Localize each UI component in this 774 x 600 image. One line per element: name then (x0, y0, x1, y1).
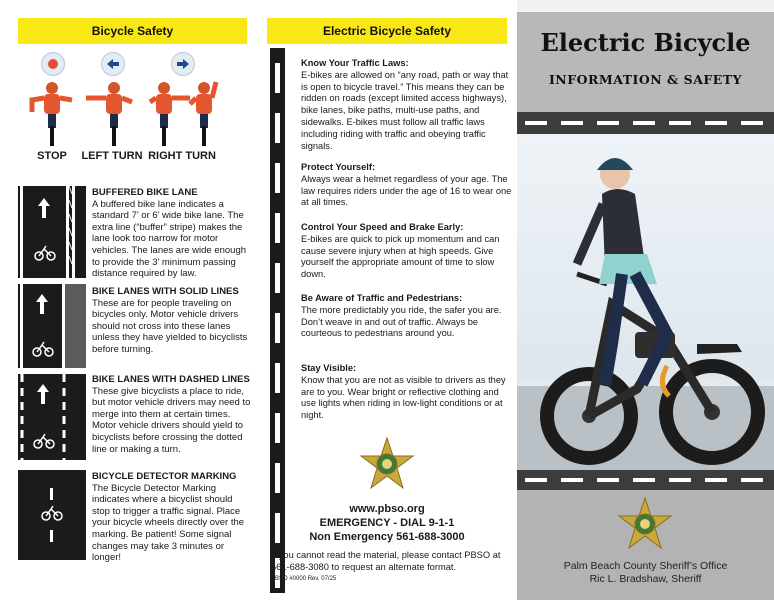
section-body: Always wear a helmet regardless of your age. The law requires riders under the age of 16 to wear one at all times. (301, 173, 512, 208)
section-body: E-bikes are quick to pick up momentum and can cause severe injury when at high speeds. Give yourself the appropriate amount of time to slow down. (301, 233, 500, 280)
road-strip-bottom (517, 470, 774, 490)
sheriff-name: Ric L. Bradshaw, Sheriff (589, 573, 702, 585)
electric-bicycle-safety-banner: Electric Bicycle Safety (267, 18, 507, 44)
right-arrow-icon (171, 52, 195, 76)
lane-body: These are for people traveling on bicycles only. Motor vehicle drivers should not cross into these lanes unless they have yielded to bicyclists before turning. (92, 297, 248, 355)
lane-heading: BIKE LANES WITH SOLID LINES (92, 286, 239, 297)
section-body: Know that you are not as visible to drivers as they are to you. Wear bright or reflective clothing and use lights when riding in low-light conditions or at night. (301, 374, 506, 421)
emergency-number: EMERGENCY - DIAL 9-1-1 (319, 517, 455, 529)
left-turn-signal (82, 52, 142, 162)
lane-heading: BICYCLE DETECTOR MARKING (92, 471, 237, 482)
solid-lane-diagram (18, 284, 86, 368)
buffered-lane-diagram (18, 186, 86, 278)
section-body: E-bikes are allowed on “any road, path or way that is open to bicycle travel.” This means they can be ridden on roads (except limited access highways), bike lanes, bike paths, multi-use paths, and sidewalks. E-bikes must follow all traffic laws including riding with traffic and obeying traffic signals. (301, 69, 509, 151)
lane-body: The Bicycle Detector Marking indicates where a bicyclist should stop to trigger a traffic signal. Place your bicycle wheels directly over the marking. Be patient! Some signal changes may take 3 minutes or longer! (92, 482, 245, 564)
red-dot-icon (41, 52, 65, 76)
electric-bicycle-safety-panel (257, 0, 517, 600)
form-code: PBSO #0000 Rev. 07/25 (271, 576, 337, 582)
office-name: Palm Beach County Sheriff’s Office (563, 560, 728, 572)
stop-signal (22, 52, 82, 162)
section-heading: Protect Yourself: (301, 162, 376, 172)
section-heading: Control Your Speed and Brake Early: (301, 222, 464, 232)
road-strip-top (517, 112, 774, 134)
lane-body: These give bicyclists a place to ride, but motor vehicle drivers may need to merge into them at certain times. Motor vehicle drivers should yield to bicyclists before crossing the dotted line or making a turn. (92, 385, 251, 455)
cover-header (517, 12, 774, 112)
lane-heading: BUFFERED BIKE LANE (92, 187, 198, 198)
cover-panel (517, 0, 774, 600)
section-stay-visible (301, 363, 513, 422)
cyclist-stop-icon (22, 78, 82, 148)
right-turn-signal (142, 52, 222, 162)
cover-subtitle: INFORMATION & SAFETY (548, 72, 743, 87)
bicycle-safety-banner: Bicycle Safety (18, 18, 247, 44)
website-link[interactable]: www.pbso.org (349, 503, 425, 515)
section-control-speed (301, 222, 513, 281)
right-turn-label: RIGHT TURN (148, 150, 216, 162)
left-turn-label: LEFT TURN (81, 150, 143, 162)
dashed-lane-text (92, 374, 252, 455)
section-traffic-pedestrians (301, 293, 513, 340)
stop-label: STOP (37, 150, 67, 162)
contact-block (267, 502, 507, 544)
section-protect-yourself (301, 162, 513, 209)
section-heading: Know Your Traffic Laws: (301, 58, 409, 68)
left-arrow-icon (101, 52, 125, 76)
lane-body: A buffered bike lane indicates a standard 7’ or 6’ wide bike lane. The extra line (“buffer” stripe) makes the lane look too narrow for motor vehicles. The lanes are wide enough to provide the 3’ minimum passing distance required by law. (92, 198, 247, 280)
section-heading: Be Aware of Traffic and Pedestrians: (301, 293, 463, 303)
non-emergency-number: Non Emergency 561-688-3000 (309, 531, 465, 543)
cyclist-right-turn-icon (142, 78, 222, 148)
detector-marking-text (92, 471, 252, 564)
solid-lane-text (92, 286, 252, 356)
cyclist-left-turn-icon (82, 78, 142, 148)
sheriff-badge-icon (357, 436, 417, 496)
section-heading: Stay Visible: (301, 363, 357, 373)
detector-marking-diagram (18, 470, 86, 560)
dashed-lane-diagram (18, 374, 86, 460)
cover-title: Electric Bicycle (540, 28, 751, 57)
section-body: The more predictably you ride, the safer you are. Don’t weave in and out of traffic. Always be courteous to pedestrians around you. (301, 304, 502, 339)
accessibility-note: If you cannot read the material, please contact PBSO at 561-688-3080 to request an alternate format. (271, 550, 501, 572)
section-traffic-laws (301, 58, 513, 152)
sheriff-badge-icon (615, 496, 675, 556)
cyclist-photo (517, 134, 774, 470)
office-credit (517, 560, 774, 586)
bicycle-safety-panel (0, 0, 257, 600)
lane-heading: BIKE LANES WITH DASHED LINES (92, 374, 250, 385)
buffered-lane-text (92, 187, 252, 280)
